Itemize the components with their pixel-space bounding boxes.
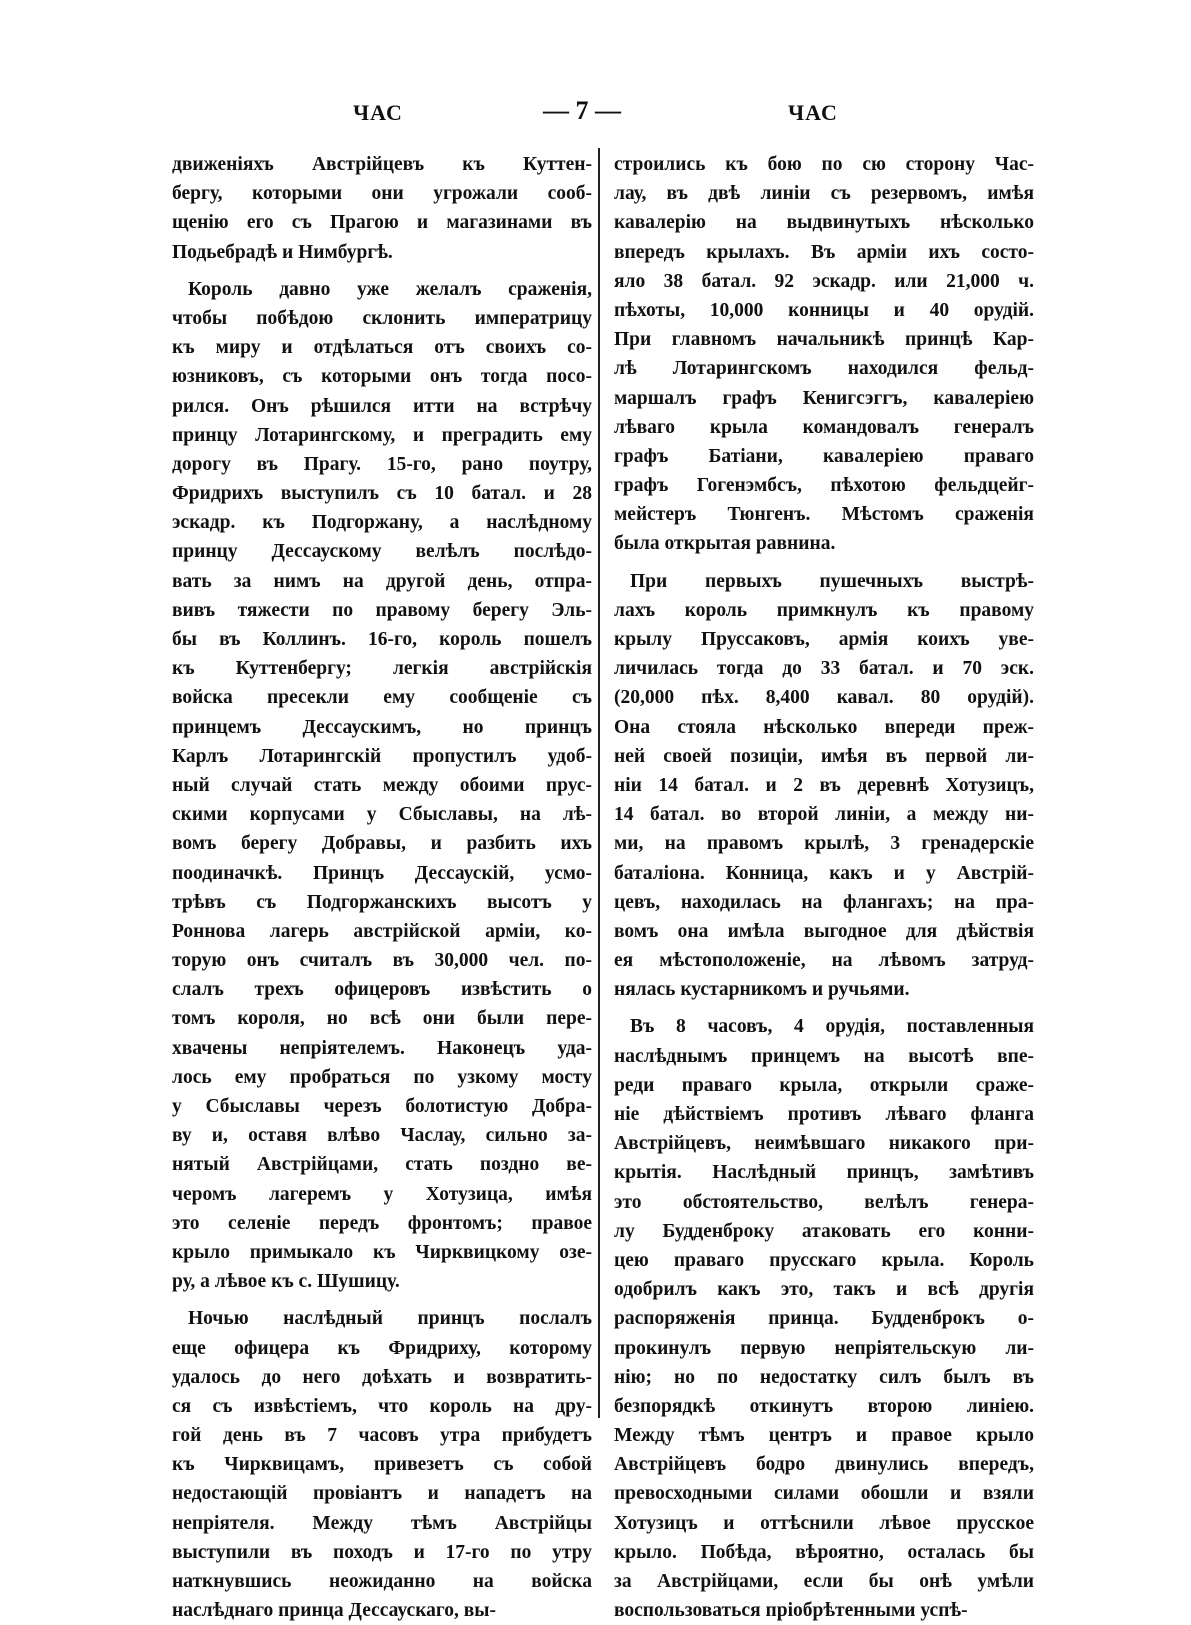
text-line: принцу Дессаускому велѣлъ послѣдо- xyxy=(172,541,592,563)
text-line: лу Будденброку атаковать его конни- xyxy=(614,1220,1034,1242)
text-line: томъ короля, но всѣ они были пере- xyxy=(172,1008,592,1030)
text-line: вивъ тяжести по правому берегу Эль- xyxy=(172,599,592,621)
text-line: къ Куттенбергу; легкія австрійскія xyxy=(172,658,592,680)
text-line: цевъ, находилась на флангахъ; на пра- xyxy=(614,891,1034,913)
text-line: личилась тогда до 33 батал. и 70 эск. xyxy=(614,658,1034,680)
text-line: При первыхъ пушечныхъ выстрѣ- xyxy=(630,570,1034,592)
text-line: поодиначкѣ. Принцъ Дессаускій, усмо- xyxy=(172,862,592,884)
text-line: наслѣднымъ принцемъ на высотѣ впе- xyxy=(614,1045,1034,1067)
text-line: Австрійцевъ, неимѣвшаго никакого при- xyxy=(614,1133,1034,1155)
text-line: бергу, которыми они угрожали сооб- xyxy=(172,183,592,205)
text-line: удалось до него доѣхать и возвратить- xyxy=(172,1366,592,1388)
text-line: выступили въ походъ и 17-го по утру xyxy=(172,1541,592,1563)
text-line: Она стояла нѣсколько впереди преж- xyxy=(614,716,1034,738)
text-line: крыло. Побѣда, вѣроятно, осталась бы xyxy=(614,1541,1034,1563)
text-line: это селеніе передъ фронтомъ; правое xyxy=(172,1212,592,1234)
text-line: лѣваго крыла командовалъ генералъ xyxy=(614,416,1034,438)
text-line: была открытая равнина. xyxy=(614,533,836,555)
text-line: вать за нимъ на другой день, отпра- xyxy=(172,570,592,592)
text-line: Ночью наслѣдный принцъ послалъ xyxy=(188,1308,592,1330)
text-line: за Австрійцами, если бы онѣ умѣли xyxy=(614,1571,1034,1592)
paragraph-gap xyxy=(614,559,1034,567)
text-line: вомъ она имѣла выгодное для дѣйствія xyxy=(614,920,1034,942)
text-line: лахъ король примкнулъ къ правому xyxy=(614,599,1034,621)
text-line: гой день въ 7 часовъ утра прибудетъ xyxy=(172,1425,592,1447)
text-line: непріятеля. Между тѣмъ Австрійцы xyxy=(172,1512,592,1534)
text-line: это обстоятельство, велѣлъ генера- xyxy=(614,1191,1034,1213)
text-line: трѣвъ съ Подгоржанскихъ высотъ у xyxy=(172,891,592,913)
text-line: наткнувшись неожиданно на войска xyxy=(172,1571,592,1592)
text-line: графъ Гогенэмбсъ, пѣхотою фельдцейг- xyxy=(614,475,1034,497)
paragraph-gap xyxy=(614,1004,1034,1012)
text-line: принцу Лотарингскому, и преградить ему xyxy=(172,424,592,446)
text-line: строились къ бою по сю сторону Час- xyxy=(614,154,1034,175)
text-line: кавалерію на выдвинутыхъ нѣсколько xyxy=(614,212,1034,234)
text-line: цею праваго прусскаго крыла. Король xyxy=(614,1249,1034,1271)
text-line: ніе дѣйствіемъ противъ лѣваго фланга xyxy=(614,1104,1034,1125)
text-line: ный случай стать между обоими прус- xyxy=(172,774,592,796)
text-line: юзниковъ, съ которыми онъ тогда посо- xyxy=(172,366,592,388)
text-line: нятый Австрійцами, стать поздно ве- xyxy=(172,1154,592,1176)
text-line: хвачены непріятелемъ. Наконецъ уда- xyxy=(172,1037,592,1059)
text-line: превосходными силами обошли и взяли xyxy=(614,1483,1034,1505)
text-line: дорогу въ Прагу. 15-го, рано поутру, xyxy=(172,453,592,475)
text-line: ру, а лѣвое къ с. Шушицу. xyxy=(172,1271,400,1293)
text-line: 14 батал. во второй линіи, а между ни- xyxy=(614,804,1034,826)
text-line: Король давно уже желалъ сраженія, xyxy=(188,278,592,300)
text-line: впередъ крылахъ. Въ арміи ихъ состо- xyxy=(614,241,1034,263)
text-line: движеніяхъ Австрійцевъ къ Куттен- xyxy=(172,154,592,175)
right-column xyxy=(614,150,1034,1625)
text-line: мейстеръ Тюнгенъ. Мѣстомъ сраженія xyxy=(614,504,1034,526)
text-line: графъ Батіани, кавалеріею праваго xyxy=(614,445,1034,467)
text-line: крытія. Наслѣдный принцъ, замѣтивъ xyxy=(614,1162,1034,1184)
text-line: Подьебрадѣ и Нимбургѣ. xyxy=(172,241,393,263)
text-line: Въ 8 часовъ, 4 орудія, поставленныя xyxy=(630,1016,1034,1038)
text-line: черомъ лагеремъ у Хотузица, имѣя xyxy=(172,1183,592,1205)
text-line: лось ему пробраться по узкому мосту xyxy=(172,1066,592,1088)
header-left-keyword: ЧАС xyxy=(353,100,403,125)
text-line: войска пресекли ему сообщеніе съ xyxy=(172,687,592,709)
text-line: пѣхоты, 10,000 конницы и 40 орудій. xyxy=(614,299,1034,321)
text-line: принцемъ Дессаускимъ, но принцъ xyxy=(172,716,592,738)
text-line: реди праваго крыла, открыли сраже- xyxy=(614,1074,1034,1096)
text-line: ніи 14 батал. и 2 въ деревнѣ Хотузицъ, xyxy=(614,774,1034,796)
text-line: скими корпусами у Сбыславы, на лѣ- xyxy=(172,804,592,826)
text-line: чтобы побѣдою склонить императрицу xyxy=(172,307,592,329)
text-line: прокинулъ первую непріятельскую ли- xyxy=(614,1337,1034,1359)
text-line: нялась кустарникомъ и ручьями. xyxy=(614,979,910,1001)
text-line: безпорядкѣ откинутъ второю линіею. xyxy=(614,1395,1034,1417)
text-line: ся съ извѣстіемъ, что король на дру- xyxy=(172,1395,592,1417)
text-line: еще офицера къ Фридриху, которому xyxy=(172,1337,592,1359)
text-line: рился. Онъ рѣшился итти на встрѣчу xyxy=(172,395,592,417)
paragraph-gap xyxy=(172,267,592,275)
text-line: ву и, оставя влѣво Часлау, сильно за- xyxy=(172,1125,592,1147)
text-line: наслѣднаго принца Дессаускаго, вы- xyxy=(172,1600,497,1622)
text-line: къ Чирквицамъ, привезетъ съ собой xyxy=(172,1454,592,1476)
text-line: бы въ Коллинъ. 16-го, король пошелъ xyxy=(172,629,592,650)
page-number: — 7 — xyxy=(543,96,621,125)
text-line: торую онъ считалъ въ 30,000 чел. по- xyxy=(172,950,592,972)
text-line: крыло примыкало къ Чирквицкому озе- xyxy=(172,1241,592,1263)
text-line: Австрійцевъ бодро двинулись впередъ, xyxy=(614,1454,1034,1476)
text-line: При главномъ начальникѣ принцѣ Кар- xyxy=(614,329,1034,351)
text-line: маршалъ графъ Кенигсэггъ, кавалеріею xyxy=(614,387,1034,409)
text-line: Фридрихъ выступилъ съ 10 батал. и 28 xyxy=(172,483,592,505)
text-line: слалъ трехъ офицеровъ извѣстить о xyxy=(172,979,592,1001)
header-right-keyword: ЧАС xyxy=(788,100,838,125)
running-header xyxy=(0,96,1191,140)
text-line: Между тѣмъ центръ и правое крыло xyxy=(614,1425,1034,1447)
text-line: (20,000 пѣх. 8,400 кавал. 80 орудій). xyxy=(614,687,1034,709)
text-line: щенію его съ Прагою и магазинами въ xyxy=(172,212,592,234)
text-line: лау, въ двѣ линіи съ резервомъ, имѣя xyxy=(614,183,1034,205)
text-line: у Сбыславы черезъ болотистую Добра- xyxy=(172,1096,592,1117)
text-line: Роннова лагерь австрійской арміи, ко- xyxy=(172,920,592,942)
text-line: крылу Пруссаковъ, армія коихъ уве- xyxy=(614,629,1034,650)
text-line: яло 38 батал. 92 эскадр. или 21,000 ч. xyxy=(614,270,1034,292)
paragraph-gap xyxy=(172,1296,592,1304)
text-line: воспользоваться пріобрѣтенными успѣ- xyxy=(614,1600,968,1622)
text-line: ми, на правомъ крылѣ, 3 гренадерскіе xyxy=(614,833,1034,855)
text-line: ней своей позиціи, имѣя въ первой ли- xyxy=(614,745,1034,767)
text-line: распоряженія принца. Будденброкъ о- xyxy=(614,1308,1034,1330)
text-line: къ миру и отдѣлаться отъ своихъ со- xyxy=(172,337,592,359)
text-line: баталіона. Конница, какъ и у Австрій- xyxy=(614,862,1034,884)
text-line: Хотузицъ и оттѣснили лѣвое прусское xyxy=(614,1512,1034,1534)
text-line: ея мѣстоположеніе, на лѣвомъ затруд- xyxy=(614,950,1034,972)
text-line: нію; но по недостатку силъ былъ въ xyxy=(614,1366,1034,1388)
text-line: вомъ берегу Добравы, и разбить ихъ xyxy=(172,833,592,855)
text-line: эскадр. къ Подгоржану, а наслѣдному xyxy=(172,512,592,534)
left-column xyxy=(172,150,592,1625)
text-line: одобрилъ какъ это, такъ и всѣ другія xyxy=(614,1279,1034,1301)
column-divider xyxy=(598,148,600,1418)
text-line: лѣ Лотарингскомъ находился фельд- xyxy=(614,358,1034,380)
text-line: Карлъ Лотарингскій пропустилъ удоб- xyxy=(172,745,592,767)
text-line: недостающій провіантъ и нападетъ на xyxy=(172,1483,592,1505)
